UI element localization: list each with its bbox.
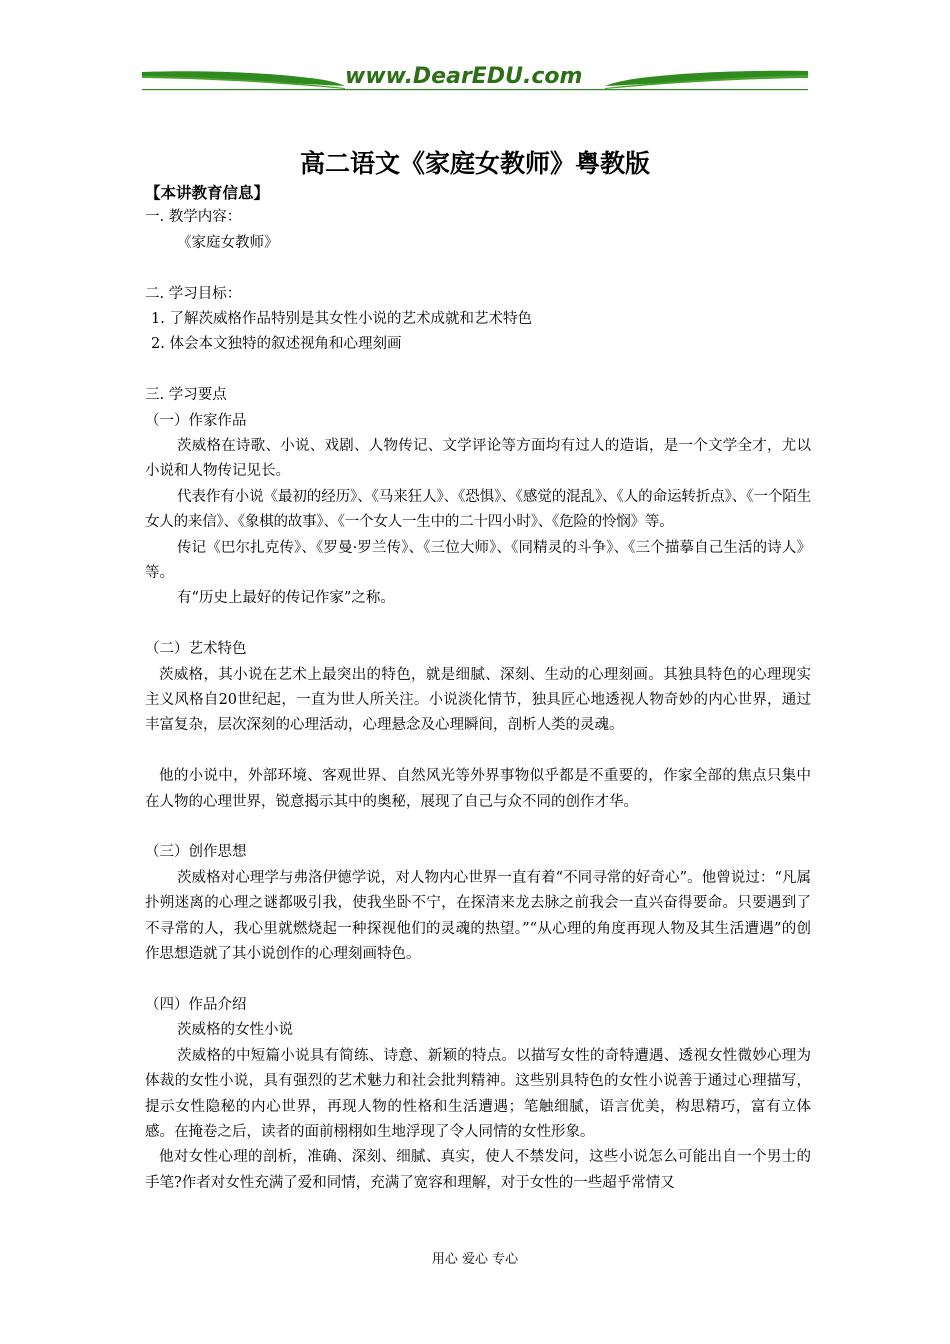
paragraph: 他对女性心理的剖析，准确、深刻、细腻、真实，使人不禁发问，这些小说怎么可能出自一个男士的手笔?作者对女性充满了爱和同情，充满了宽容和理解，对于女性的一些超乎常情又 xyxy=(145,1149,811,1191)
document-body xyxy=(145,180,811,1196)
subsection-1-heading: （一）作家作品 xyxy=(145,412,247,429)
goal-item: 2. 体会本文独特的叙述视角和心理刻画 xyxy=(151,336,402,353)
paragraph: 他的小说中，外部环境、客观世界、自然风光等外界事物似乎都是不重要的，作家全部的焦点只集中在人物的心理世界，锐意揭示其中的奥秘，展现了自己与众不同的创作才华。 xyxy=(145,768,811,810)
paragraph: 茨威格，其小说在艺术上最突出的特色，就是细腻、深刻、生动的心理刻画。其独具特色的心理现实主义风格自20世纪起，一直为世人所关注。小说淡化情节，独具匠心地透视人物奇妙的内心世界，通过丰富复杂，层次深刻的心理活动，心理悬念及心理瞬间，剖析人类的灵魂。 xyxy=(145,666,811,734)
paragraph: 传记《巴尔扎克传》、《罗曼·罗兰传》、《三位大师》、《同精灵的斗争》、《三个描摹自己生活的诗人》等。 xyxy=(145,539,811,582)
paragraph: 代表作有小说《最初的经历》、《马来狂人》、《恐惧》、《感觉的混乱》、《人的命运转折点》、《一个陌生女人的来信》、《象棋的故事》、《一个女人一生中的二十四小时》、《危险的怜悯》等。 xyxy=(145,488,811,531)
left-swoosh xyxy=(142,71,345,86)
page-footer: 用心 爱心 专心 xyxy=(431,1252,519,1267)
section-1-item: 《家庭女教师》 xyxy=(177,234,279,251)
paragraph: 有“历史上最好的传记作家”之称。 xyxy=(177,590,395,607)
site-logo-text: www.DearEDU.com xyxy=(345,64,583,89)
section-3-heading: 三. 学习要点 xyxy=(145,387,227,404)
subsection-4-subtitle: 茨威格的女性小说 xyxy=(177,1022,293,1039)
paragraph: 茨威格对心理学与弗洛伊德学说，对人物内心世界一直有着“不同寻常的好奇心”。他曾说过：“凡属扑朔迷离的心理之谜都吸引我，使我坐卧不宁，在探清来龙去脉之前我会一直兴奋得要命。只要遇到了不寻常的人，我心里就燃烧起一种探视他们的灵魂的热望。”“从心理的角度再现人物及其生活遭遇”的创作思想造就了其小说创作的心理刻画特色。 xyxy=(145,869,811,963)
subsection-4-heading: （四）作品介绍 xyxy=(145,996,247,1013)
paragraph: 茨威格的中短篇小说具有简练、诗意、新颖的特点。以描写女性的奇特遭遇、透视女性微妙心理为体裁的女性小说，具有强烈的艺术魅力和社会批判精神。这些别具特色的女性小说善于通过心理描写，提示女性隐秘的内心世界，再现人物的性格和生活遭遇；笔触细腻，语言优美，构思精巧，富有立体感。在掩卷之后，读者的面前栩栩如生地浮现了令人同情的女性形象。 xyxy=(145,1047,811,1140)
section-1-heading: 一. 教学内容： xyxy=(145,209,242,226)
subsection-3-heading: （三）创作思想 xyxy=(145,844,247,861)
paragraph: 茨威格在诗歌、小说、戏剧、人物传记、文学评论等方面均有过人的造诣，是一个文学全才，尤以小说和人物传记见长。 xyxy=(145,438,811,480)
document-title: 高二语文《家庭女教师》粤教版 xyxy=(299,149,650,178)
subsection-2-heading: （二）艺术特色 xyxy=(145,641,247,658)
info-heading: 【本讲教育信息】 xyxy=(145,183,270,202)
goal-item: 1. 了解茨威格作品特别是其女性小说的艺术成就和艺术特色 xyxy=(151,311,532,328)
section-2-heading: 二. 学习目标： xyxy=(145,285,242,302)
